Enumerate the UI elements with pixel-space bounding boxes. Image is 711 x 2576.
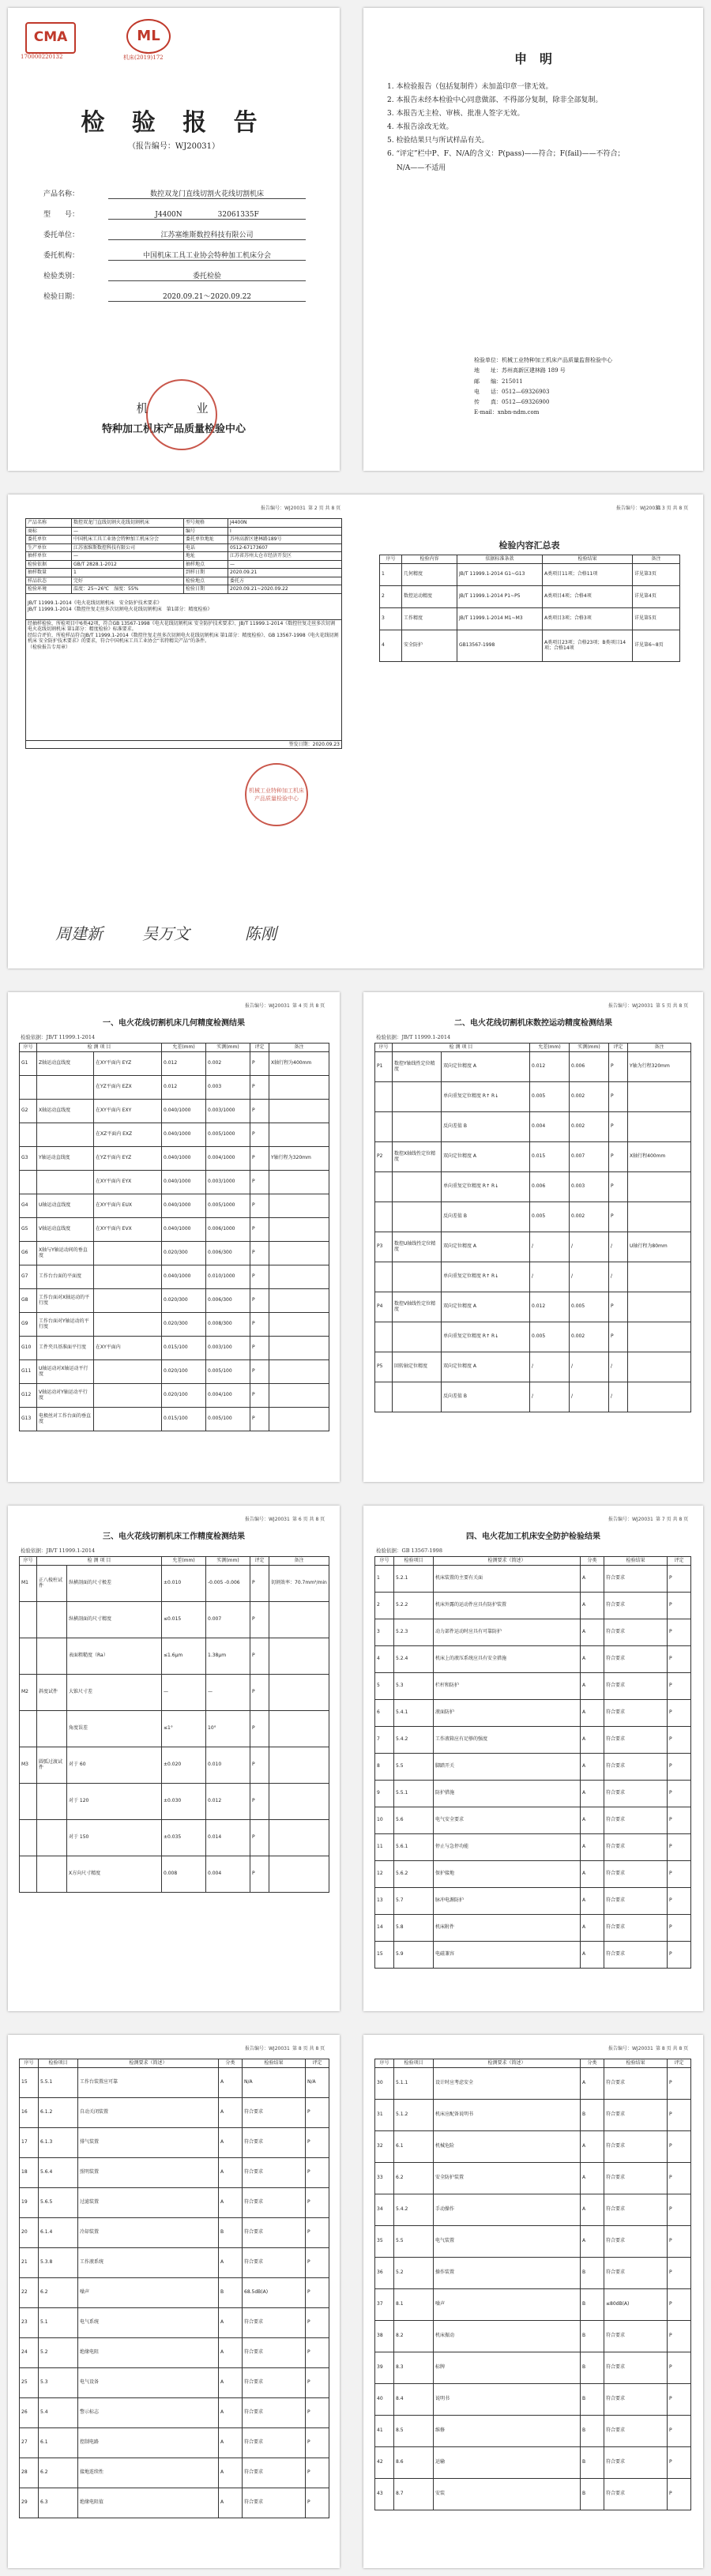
table-row: M2 斜度试件 大锥尺寸差 — — P <box>20 1674 329 1710</box>
table-row: 33 6.2 安全防护装置 A 符合要求 P <box>375 2162 691 2194</box>
geometric-accuracy-table <box>19 1043 329 1431</box>
table-row: 12 5.6.2 保护接地 A 符合要求 P <box>375 1860 691 1887</box>
table-row: 单向重复定位精度 R↑ R↓ 0.006 0.003 P <box>375 1171 691 1202</box>
table-row: 在YZ平面内 EZX 0.012 0.003 P <box>20 1075 329 1099</box>
page-header-count: 第 6 页 共 8 页 <box>292 1517 325 1522</box>
safety-table-3 <box>374 2059 691 2510</box>
section-title: 三、电火花线切割机床工作精度检测结果 <box>103 1532 245 1541</box>
cma-logo: CMA <box>25 22 76 54</box>
table-row: 15 5.9 电磁兼容 A 符合要求 P <box>375 1941 691 1968</box>
test-basis: 检验依据：GB 13567-1998 <box>376 1547 442 1554</box>
table-header-row: 序号 检验项目 检测要求（简述） 分类 检验结果 评定 <box>375 1557 691 1566</box>
basic-info-table <box>25 518 342 749</box>
table-row: P5 回转轴定位精度 双向定位精度 A / / / <box>375 1352 691 1382</box>
table-row: G12 V轴运动对Y轴运动平行度 0.020/100 0.004/100 P <box>20 1383 329 1407</box>
page-header-code: 报告编号：WJ20031 <box>245 1003 290 1009</box>
table-row: 委托单位 中国机床工具工业协会特种加工机床分会 委托单位地址 苏州高新区建林路189号 <box>26 536 342 544</box>
table-row: 38 8.2 机床振动 B 符合要求 P <box>375 2320 691 2352</box>
cover-row: 检验类别： 委托检验 <box>43 270 306 281</box>
table-row: 8 5.5 脚踏开关 A 符合要求 P <box>375 1753 691 1780</box>
table-row: 25 5.3 电气设备 A 符合要求 P <box>20 2367 329 2397</box>
signature-tester: 周建新 <box>55 924 103 943</box>
page-header-count: 第 2 页 共 8 页 <box>308 506 341 511</box>
issuer-line-2: 特种加工机床产品质量检验中心 <box>101 423 246 435</box>
table-row: 15 5.5.1 工作台装置应可靠 A N/A N/A <box>20 2067 329 2097</box>
table-row: M1 正八棱柱试件 纵横剖面的尺寸极差 ±0.010 -0.005 -0.006 P 切割效率：70.7mm²/min <box>20 1565 329 1601</box>
table-row: 2 5.2.2 机床外露的运动件应具有防护装置 A 符合要求 P <box>375 1592 691 1619</box>
table-row: 商标 — 编号 Ⅰ <box>26 527 342 536</box>
table-row: G8 工作台面对X轴运动的平行度 0.020/300 0.006/300 P <box>20 1288 329 1312</box>
table-row: 26 5.4 警示标志 A 符合要求 P <box>20 2397 329 2427</box>
table-row: 35 5.5 电气装置 A 符合要求 P <box>375 2225 691 2257</box>
cover-row: 检验日期： 2020.09.21～2020.09.22 <box>43 291 306 302</box>
table-row: 16 6.1.2 自动关闭装置 A 符合要求 P <box>20 2097 329 2127</box>
table-row: 11 5.6.1 停止与急停功能 A 符合要求 P <box>375 1833 691 1860</box>
table-row: 检验环境 温度：25~26℃ 湿度：55% 检验日期 2020.09.21~2020.09.22 <box>26 585 342 594</box>
section-title: 一、电火花线切割机床几何精度检测结果 <box>103 1019 245 1028</box>
safety-table-1 <box>374 1556 691 1969</box>
issuer-line-1: 机 业 <box>136 401 212 416</box>
table-row: P3 数控U轴线性定位精度 双向定位精度 A / / / U轴行程为80mm <box>375 1232 691 1262</box>
table-row: 42 8.6 运输 B 符合要求 P <box>375 2446 691 2478</box>
signature-approver: 陈刚 <box>245 924 276 943</box>
section-title: 二、电火花线切割机床数控运动精度检测结果 <box>454 1019 612 1028</box>
safety-page-3 <box>363 2035 703 2568</box>
table-row: 2 数控运动精度 JB/T 11999.1-2014 P1~P5 A类项目4项；合格4项 详见第4页 <box>380 585 680 607</box>
table-row: 36 5.2 操作装置 B 符合要求 P <box>375 2257 691 2288</box>
report-cover-page <box>8 8 340 471</box>
motion-accuracy-page <box>363 992 703 1482</box>
table-row: 23 5.1 电气系统 A 符合要求 P <box>20 2307 329 2337</box>
table-row: 21 5.3.8 工作液系统 A 符合要求 P <box>20 2247 329 2277</box>
test-basis: 检验依据：JB/T 11999.1-2014 <box>376 1034 451 1040</box>
table-row: 18 5.6.4 照明装置 A 符合要求 P <box>20 2157 329 2187</box>
cover-row: 委托机构： 中国机床工具工业协会特种加工机床分会 <box>43 250 306 261</box>
table-row: 抽样单位 — 地址 江苏省苏州太仓市经济开发区 <box>26 552 342 561</box>
table-row: 经抽样检验，所检项目中6类42项，符合GB 13567-1998《电火花线切割机床 安全防护技术要求》、JB/T 11999.1-2014《数控往复走丝多次切割电火花线切割机床 第1部分：精度检验》标准要求。 经综合评价，所检样品符合JB/T 11999.1-2014《数控往复走丝多次切割电火花线切割机床 第1部分：精度检验》、GB 13567-1998《电火花线切割机床 安全防护技术要求》的要求，符合中国机床工具工业协会“名特精尖产品”的条件。 （检验报告专用章） <box>26 619 342 740</box>
table-row: 29 6.3 绝缘电阻值 A 符合要求 P <box>20 2488 329 2518</box>
table-row: P4 数控V轴线性定位精度 双向定位精度 A 0.012 0.005 P <box>375 1292 691 1322</box>
summary-page <box>8 495 703 968</box>
cover-row: 委托单位： 江苏塞维斯数控科技有限公司 <box>43 229 306 240</box>
table-row: 17 6.1.3 排气装置 A 符合要求 P <box>20 2127 329 2157</box>
table-row: 30 5.1.1 设计时应考虑安全 A 符合要求 P <box>375 2067 691 2099</box>
table-row: 角度误差 ≤1° 10° P <box>20 1710 329 1747</box>
page-header-count: 第 7 页 共 8 页 <box>656 1517 689 1522</box>
table-row: 反向差值 B / / / <box>375 1382 691 1412</box>
table-row: 纵横剖面的尺寸精度 ≤0.015 0.007 P <box>20 1601 329 1638</box>
page-header-code: 报告编号：WJ20031 <box>608 1003 653 1009</box>
table-row: 反向差值 B 0.005 0.002 P <box>375 1202 691 1232</box>
safety-page-1 <box>363 1506 703 2011</box>
cover-row: 型 号： J4400N 32061335F <box>43 209 306 220</box>
table-header-row: 序号 检 测 项 目 允差(mm) 实测(mm) 评定 备注 <box>20 1044 329 1052</box>
table-row: G11 U轴运动对X轴运动平行度 0.020/100 0.005/100 P <box>20 1359 329 1383</box>
table-row: 19 5.6.5 过滤装置 A 符合要求 P <box>20 2187 329 2217</box>
table-row: 对于 120 ±0.030 0.012 P <box>20 1783 329 1819</box>
safety-page-2 <box>8 2035 340 2568</box>
table-row: G2 X轴运动直线度 在XY平面内 EXY 0.040/1000 0.003/1000 P <box>20 1099 329 1123</box>
work-accuracy-table <box>19 1556 329 1893</box>
table-header-row: 序号 检 测 项 目 允差(mm) 实测(mm) 评定 备注 <box>375 1044 691 1052</box>
table-row: 7 5.4.2 工作液箱应有足够的强度 A 符合要求 P <box>375 1726 691 1753</box>
statement-items: 1. 本检验报告（包括复制件）未加盖印章一律无效。 2. 本报告未经本检验中心同意做部、不得部分复制，除非全部复制。 3. 本报告无主检、审核、批准人签字无效。 4. 本报告涂改无效。 5. 检验结果只与所试样品有关。 6. “评定”栏中P、F、N/A的含义：P(pass)——符合；F(fail)——不符合； N/A——不适用 <box>387 83 625 172</box>
page-header-count: 第 4 页 共 8 页 <box>292 1003 325 1009</box>
table-row: 14 5.8 机床附件 A 符合要求 P <box>375 1914 691 1941</box>
table-row: 表面粗糙度（Ra） ≤1.6μm 1.38μm P <box>20 1638 329 1674</box>
table-row: G3 Y轴运动直线度 在YZ平面内 EYZ 0.040/1000 0.004/1000 P Y轴行程为320mm <box>20 1146 329 1170</box>
table-header-row: 序号 检验项目 检测要求（简述） 分类 检验结果 评定 <box>20 2059 329 2068</box>
table-header-row: 序号 检验项目 检测要求（简述） 分类 检验结果 评定 <box>375 2059 691 2068</box>
table-row: 生产单位 江苏塞维斯数控科技有限公司 电话 0512-67173607 <box>26 543 342 552</box>
section-title: 四、电火花加工机床安全防护检验结果 <box>466 1532 600 1541</box>
table-row: 24 5.2 绝缘电阻 A 符合要求 P <box>20 2337 329 2367</box>
page-header-count: 第 8 页 共 8 页 <box>292 2046 325 2051</box>
table-row: 在XZ平面内 EXZ 0.040/1000 0.005/1000 P <box>20 1123 329 1146</box>
statement-title: 申 明 <box>514 51 552 66</box>
table-row: 27 6.1 控制电路 A 符合要求 P <box>20 2427 329 2458</box>
page-header-count: 第 3 页 共 8 页 <box>656 506 689 511</box>
table-row: 在XY平面内 EYX 0.040/1000 0.003/1000 P <box>20 1170 329 1194</box>
report-number: （报告编号：WJ20031） <box>127 142 220 151</box>
table-row: 43 8.7 安装 B 符合要求 P <box>375 2478 691 2510</box>
table-row: G1 Z轴运动直线度 在XY平面内 EYZ 0.012 0.002 P X轴行程为400mm <box>20 1051 329 1075</box>
table-row: 6 5.4.1 液面防护 A 符合要求 P <box>375 1699 691 1726</box>
table-row: 单向重复定位精度 R↑ R↓ / / / <box>375 1262 691 1292</box>
table-row: 1 5.2.1 机床装置的主要有关面 A 符合要求 P <box>375 1565 691 1592</box>
table-row: 39 8.3 标牌 B 符合要求 P <box>375 2352 691 2383</box>
table-row: G4 U轴运动直线度 在XY平面内 EUX 0.040/1000 0.005/1000 P <box>20 1194 329 1217</box>
table-row: 单向重复定位精度 R↑ R↓ 0.005 0.002 P <box>375 1081 691 1111</box>
table-row: 13 5.7 脉冲电源防护 A 符合要求 P <box>375 1887 691 1914</box>
table-row: 单向重复定位精度 R↑ R↓ 0.005 0.002 P <box>375 1322 691 1352</box>
table-row: G5 V轴运动直线度 在XY平面内 EVX 0.040/1000 0.006/1000 P <box>20 1217 329 1241</box>
table-row: G6 X轴与Y轴运动间的垂直度 0.020/300 0.006/300 P <box>20 1241 329 1265</box>
lab-address-block: 检验单位：机械工业特种加工机床产品质量监督检验中心 地 址：苏州高新区建林路 189 号 邮 编：215011 电 话：0512—69326903 传 真：0512—69326900 E-mail：xnbn-ndm.com <box>474 357 612 416</box>
table-row: 20 6.1.4 冷却装置 B 符合要求 P <box>20 2217 329 2247</box>
table-row: P1 数控Y轴线性定位精度 双向定位精度 A 0.012 0.006 P Y轴为行程320mm <box>375 1051 691 1081</box>
ml-logo: ML <box>126 19 171 54</box>
official-stamp <box>146 379 217 450</box>
table-row: 31 5.1.2 机床应配备说明书 B 符合要求 P <box>375 2099 691 2130</box>
table-row: X方向尺寸精度 0.008 0.004 P <box>20 1856 329 1892</box>
table-row: 22 6.2 噪声 B 68.5dB(A) P <box>20 2277 329 2307</box>
summary-title: 检验内容汇总表 <box>498 540 560 551</box>
ml-caption: 机床(2019)172 <box>123 55 164 61</box>
table-row: 37 8.1 噪声 B ≤80dB(A) P <box>375 2288 691 2320</box>
page-header-count: 第 8 页 共 8 页 <box>656 2046 689 2051</box>
table-row: P2 数控X轴线性定位精度 双向定位精度 A 0.015 0.007 P X轴行程400mm <box>375 1141 691 1171</box>
statement-page <box>363 8 703 471</box>
table-row: 5 5.3 栏杆和防护 A 符合要求 P <box>375 1672 691 1699</box>
table-header-row: 序号 检 测 项 目 允差(mm) 实测(mm) 评定 备注 <box>20 1557 329 1566</box>
page-header-code: 报告编号：WJ20031 <box>261 506 306 511</box>
table-row: 10 5.6 电气安全要求 A 符合要求 P <box>375 1807 691 1833</box>
table-row: 1 几何精度 JB/T 11999.1-2014 G1~G13 A类项目11项；合格11项 详见第3页 <box>380 563 680 585</box>
motion-accuracy-table <box>374 1043 691 1412</box>
table-row: 28 6.2 接地连续性 A 符合要求 P <box>20 2458 329 2488</box>
table-row: 9 5.5.1 防护措施 A 符合要求 P <box>375 1780 691 1807</box>
table-row: 检验依据 GB/T 2828.1-2012 抽样地点 — <box>26 560 342 569</box>
table-row: 4 5.2.4 机床上的液压系统应具有安全措施 A 符合要求 P <box>375 1645 691 1672</box>
geometric-accuracy-page <box>8 992 340 1482</box>
table-row: 样品状态 完好 检验地点 委托方 <box>26 577 342 585</box>
summary-table <box>379 555 680 662</box>
work-accuracy-page <box>8 1506 340 2011</box>
table-row: 3 工作精度 JB/T 11999.1-2014 M1~M3 A类项目3项；合格3项 详见第5页 <box>380 607 680 630</box>
table-row: 反向差值 B 0.004 0.002 P <box>375 1111 691 1141</box>
table-row: G7 工作台台面的平面度 0.040/1000 0.010/1000 P <box>20 1265 329 1288</box>
cma-number: 170000220132 <box>21 54 63 60</box>
table-header-row: 序号 检验内容 依据标准条款 检验结果 备注 <box>380 555 680 564</box>
table-row: 32 6.1 机械危险 A 符合要求 P <box>375 2130 691 2162</box>
page-header-count: 第 5 页 共 8 页 <box>656 1003 689 1009</box>
table-row: G10 工件夹具基准面平行度 在XY平面内 0.015/100 0.003/100 P <box>20 1336 329 1359</box>
page-header-code: 报告编号：WJ20031 <box>608 2046 653 2051</box>
table-row: 41 8.5 维修 B 符合要求 P <box>375 2415 691 2446</box>
table-row: 抽样数量 1 到样日期 2020.09.21 <box>26 569 342 577</box>
report-title: 检 验 报 告 <box>81 109 267 137</box>
table-row: 4 安全防护 GB13567-1998 A类项目23项；合格23项；B类项目14项；合格14项 详见第6~8页 <box>380 630 680 661</box>
page-header-code: 报告编号：WJ20031 <box>608 1517 653 1522</box>
table-row: 产品名称 数控双龙门直线切割火花线切割机床 型号规格 J4400N <box>26 519 342 528</box>
table-row: M3 圆弧过渡试件 对于 60 ±0.020 0.010 P <box>20 1747 329 1783</box>
table-row: 对于 150 ±0.035 0.014 P <box>20 1819 329 1856</box>
table-row: 3 5.2.3 动力部件运动时应具有可靠防护 A 符合要求 P <box>375 1619 691 1645</box>
page-header-code: 报告编号：WJ20031 <box>616 506 661 511</box>
cover-row: 产品名称： 数控双龙门直线切割火花线切割机床 <box>43 188 306 199</box>
table-row: G9 工作台面对Y轴运动的平行度 0.020/300 0.008/300 P <box>20 1312 329 1336</box>
table-row: 34 5.4.2 手动操作 A 符合要求 P <box>375 2194 691 2225</box>
test-basis: 检验依据：JB/T 11999.1-2014 <box>21 1547 96 1554</box>
table-row: G13 电极丝对工作台面的垂直度 0.015/100 0.005/100 P <box>20 1407 329 1431</box>
table-row: JB/T 11999.1-2014《电火花线切割机床 安全防护技术要求》 JB/T 11999.1-2014《数控往复走丝多次切割电火花线切割机床 第1部分：精度检验》 <box>26 593 342 619</box>
test-report-stamp: 机械工业特种加工机床产品质量检验中心 <box>245 763 308 826</box>
table-row: 签发日期：2020.09.23 <box>26 740 342 749</box>
table-row: 40 8.4 说明书 B 符合要求 P <box>375 2383 691 2415</box>
page-header-code: 报告编号：WJ20031 <box>245 2046 290 2051</box>
test-basis: 检验依据：JB/T 11999.1-2014 <box>21 1034 96 1040</box>
page-header-code: 报告编号：WJ20031 <box>245 1517 290 1522</box>
signature-reviewer: 吴万文 <box>142 924 190 943</box>
safety-table-2 <box>19 2059 329 2518</box>
